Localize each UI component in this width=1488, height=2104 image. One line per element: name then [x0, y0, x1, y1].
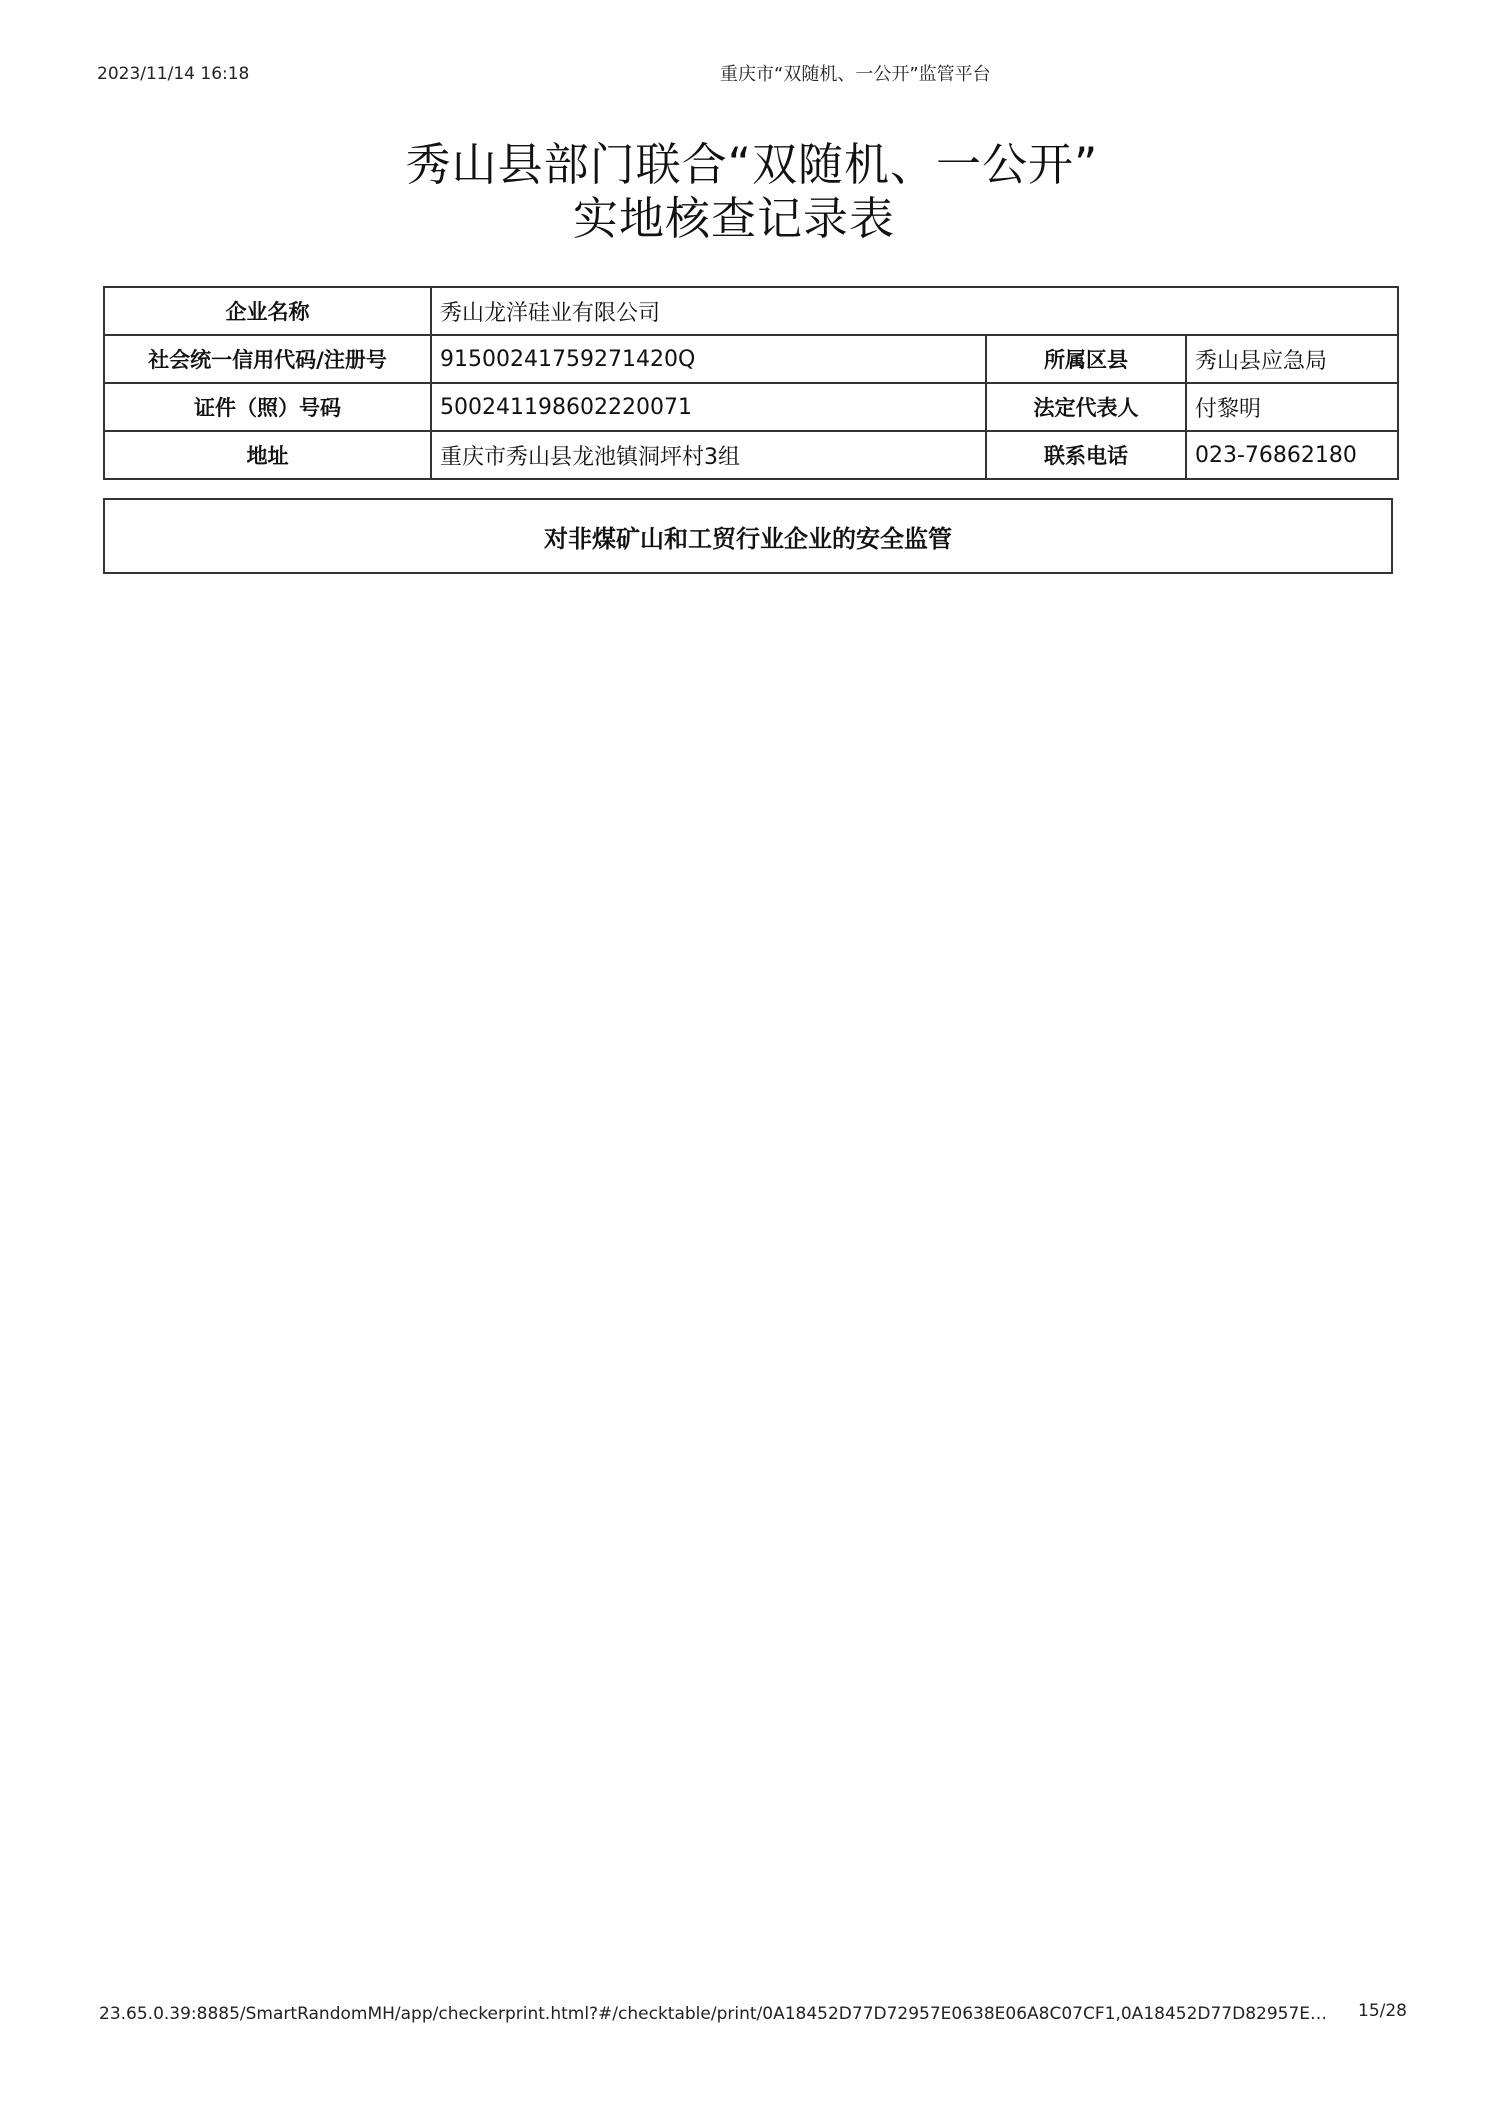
- company-info-table: [103, 286, 1399, 480]
- address-value: 重庆市秀山县龙池镇洞坪村3组: [431, 431, 986, 479]
- credit-code-value: 91500241759271420Q: [431, 335, 986, 383]
- license-label: 证件（照）号码: [104, 383, 431, 431]
- phone-value: 023-76862180: [1186, 431, 1398, 479]
- legal-rep-value: 付黎明: [1186, 383, 1398, 431]
- district-label: 所属区县: [986, 335, 1186, 383]
- district-value: 秀山县应急局: [1186, 335, 1398, 383]
- company-name-label: 企业名称: [104, 287, 431, 335]
- credit-code-label: 社会统一信用代码/注册号: [104, 335, 431, 383]
- document-title-line1: 秀山县部门联合“双随机、一公开”: [405, 138, 1099, 191]
- legal-rep-label: 法定代表人: [986, 383, 1186, 431]
- company-name-value: 秀山龙洋硅业有限公司: [431, 287, 1398, 335]
- inspection-section-box: [103, 498, 1393, 574]
- table-row: [104, 287, 1398, 335]
- print-url: 23.65.0.39:8885/SmartRandomMH/app/checkerprint.html?#/checktable/print/0A18452D77D72957E0638E06A8C07CF1,0A18452D77D82957E…: [99, 2004, 1328, 2024]
- print-timestamp: 2023/11/14 16:18: [97, 64, 250, 84]
- page-number: 15/28: [1358, 2001, 1407, 2021]
- document-title-line2: 实地核查记录表: [572, 192, 895, 245]
- platform-name: 重庆市“双随机、一公开”监管平台: [720, 64, 991, 85]
- address-label: 地址: [104, 431, 431, 479]
- section-title: 对非煤矿山和工贸行业企业的安全监管: [544, 524, 952, 553]
- table-row: [104, 383, 1398, 431]
- license-value: 500241198602220071: [431, 383, 986, 431]
- table-row: [104, 431, 1398, 479]
- table-row: [104, 335, 1398, 383]
- phone-label: 联系电话: [986, 431, 1186, 479]
